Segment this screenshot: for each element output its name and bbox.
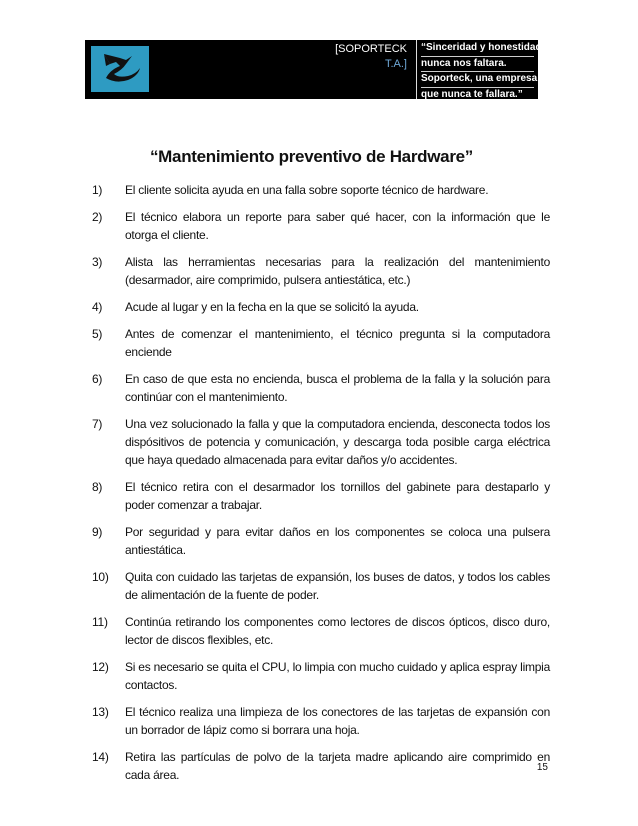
list-item <box>92 181 550 199</box>
slogan-line: Soporteck, una empresa <box>421 72 534 88</box>
slogan-line: nunca nos faltara. <box>421 57 534 73</box>
company-name <box>327 42 407 72</box>
page-number: 15 <box>536 762 548 773</box>
slogan-box <box>416 40 542 100</box>
list-item <box>92 415 550 469</box>
step-number: 10) <box>92 570 109 584</box>
step-number: 4) <box>92 300 103 314</box>
step-text: Por seguridad y para evitar daños en los componentes se coloca una pulsera antiestática. <box>125 525 550 557</box>
steps-list <box>92 181 550 793</box>
step-text: Quita con cuidado las tarjetas de expansión, los buses de datos, y todos los cables de alimentación de la fuente de poder. <box>125 570 550 602</box>
step-number: 12) <box>92 660 109 674</box>
company-name-line2: T.A.] <box>384 58 407 70</box>
company-logo <box>91 46 149 92</box>
list-item <box>92 253 550 289</box>
slogan-line: que nunca te fallara.” <box>421 88 523 100</box>
list-item <box>92 523 550 559</box>
step-text: Antes de comenzar el mantenimiento, el técnico pregunta si la computadora enciende <box>125 327 550 359</box>
step-text: El cliente solicita ayuda en una falla sobre soporte técnico de hardware. <box>125 183 489 197</box>
list-item <box>92 613 550 649</box>
step-number: 9) <box>92 525 103 539</box>
step-text: El técnico elabora un reporte para saber qué hacer, con la información que le otorga el cliente. <box>125 210 550 242</box>
list-item <box>92 748 550 784</box>
list-item <box>92 478 550 514</box>
list-item <box>92 325 550 361</box>
company-name-line1: [SOPORTECK <box>335 43 407 55</box>
step-number: 3) <box>92 255 103 269</box>
step-number: 1) <box>92 183 103 197</box>
list-item <box>92 370 550 406</box>
step-number: 13) <box>92 705 109 719</box>
step-number: 7) <box>92 417 103 431</box>
fox-logo-icon <box>96 50 144 88</box>
step-number: 8) <box>92 480 103 494</box>
step-number: 14) <box>92 750 109 764</box>
step-number: 6) <box>92 372 103 386</box>
step-text: Alista las herramientas necesarias para la realización del mantenimiento (desarmador, aire comprimido, pulsera antiestática, etc.) <box>125 255 550 287</box>
step-text: El técnico realiza una limpieza de los conectores de las tarjetas de expansión con un borrador de lápiz como si borrara una hoja. <box>125 705 550 737</box>
list-item <box>92 298 550 316</box>
step-text: Acude al lugar y en la fecha en la que se solicitó la ayuda. <box>125 300 419 314</box>
step-text: En caso de que esta no encienda, busca el problema de la falla y la solución para continúar con el mantenimiento. <box>125 372 550 404</box>
document-title: “Mantenimiento preventivo de Hardware” <box>149 147 473 166</box>
step-number: 5) <box>92 327 103 341</box>
list-item <box>92 568 550 604</box>
slogan-line: “Sinceridad y honestidad <box>421 41 534 57</box>
document-header <box>85 40 542 100</box>
step-text: Si es necesario se quita el CPU, lo limpia con mucho cuidado y aplica espray limpia contactos. <box>125 660 550 692</box>
list-item <box>92 703 550 739</box>
list-item <box>92 658 550 694</box>
step-text: Una vez solucionado la falla y que la computadora encienda, desconecta todos los dispósitivos de potencia y comunicación, y descarga toda posible carga eléctrica que haya quedado almacenada para evitar daños y/o accidentes. <box>125 417 550 467</box>
step-number: 2) <box>92 210 103 224</box>
list-item <box>92 208 550 244</box>
step-text: Retira las partículas de polvo de la tarjeta madre aplicando aire comprimido en cada área. <box>125 750 550 782</box>
step-text: Continúa retirando los componentes como lectores de discos ópticos, disco duro, lector de discos flexibles, etc. <box>125 615 550 647</box>
step-number: 11) <box>92 615 108 629</box>
step-text: El técnico retira con el desarmador los tornillos del gabinete para destaparlo y poder comenzar a trabajar. <box>125 480 550 512</box>
